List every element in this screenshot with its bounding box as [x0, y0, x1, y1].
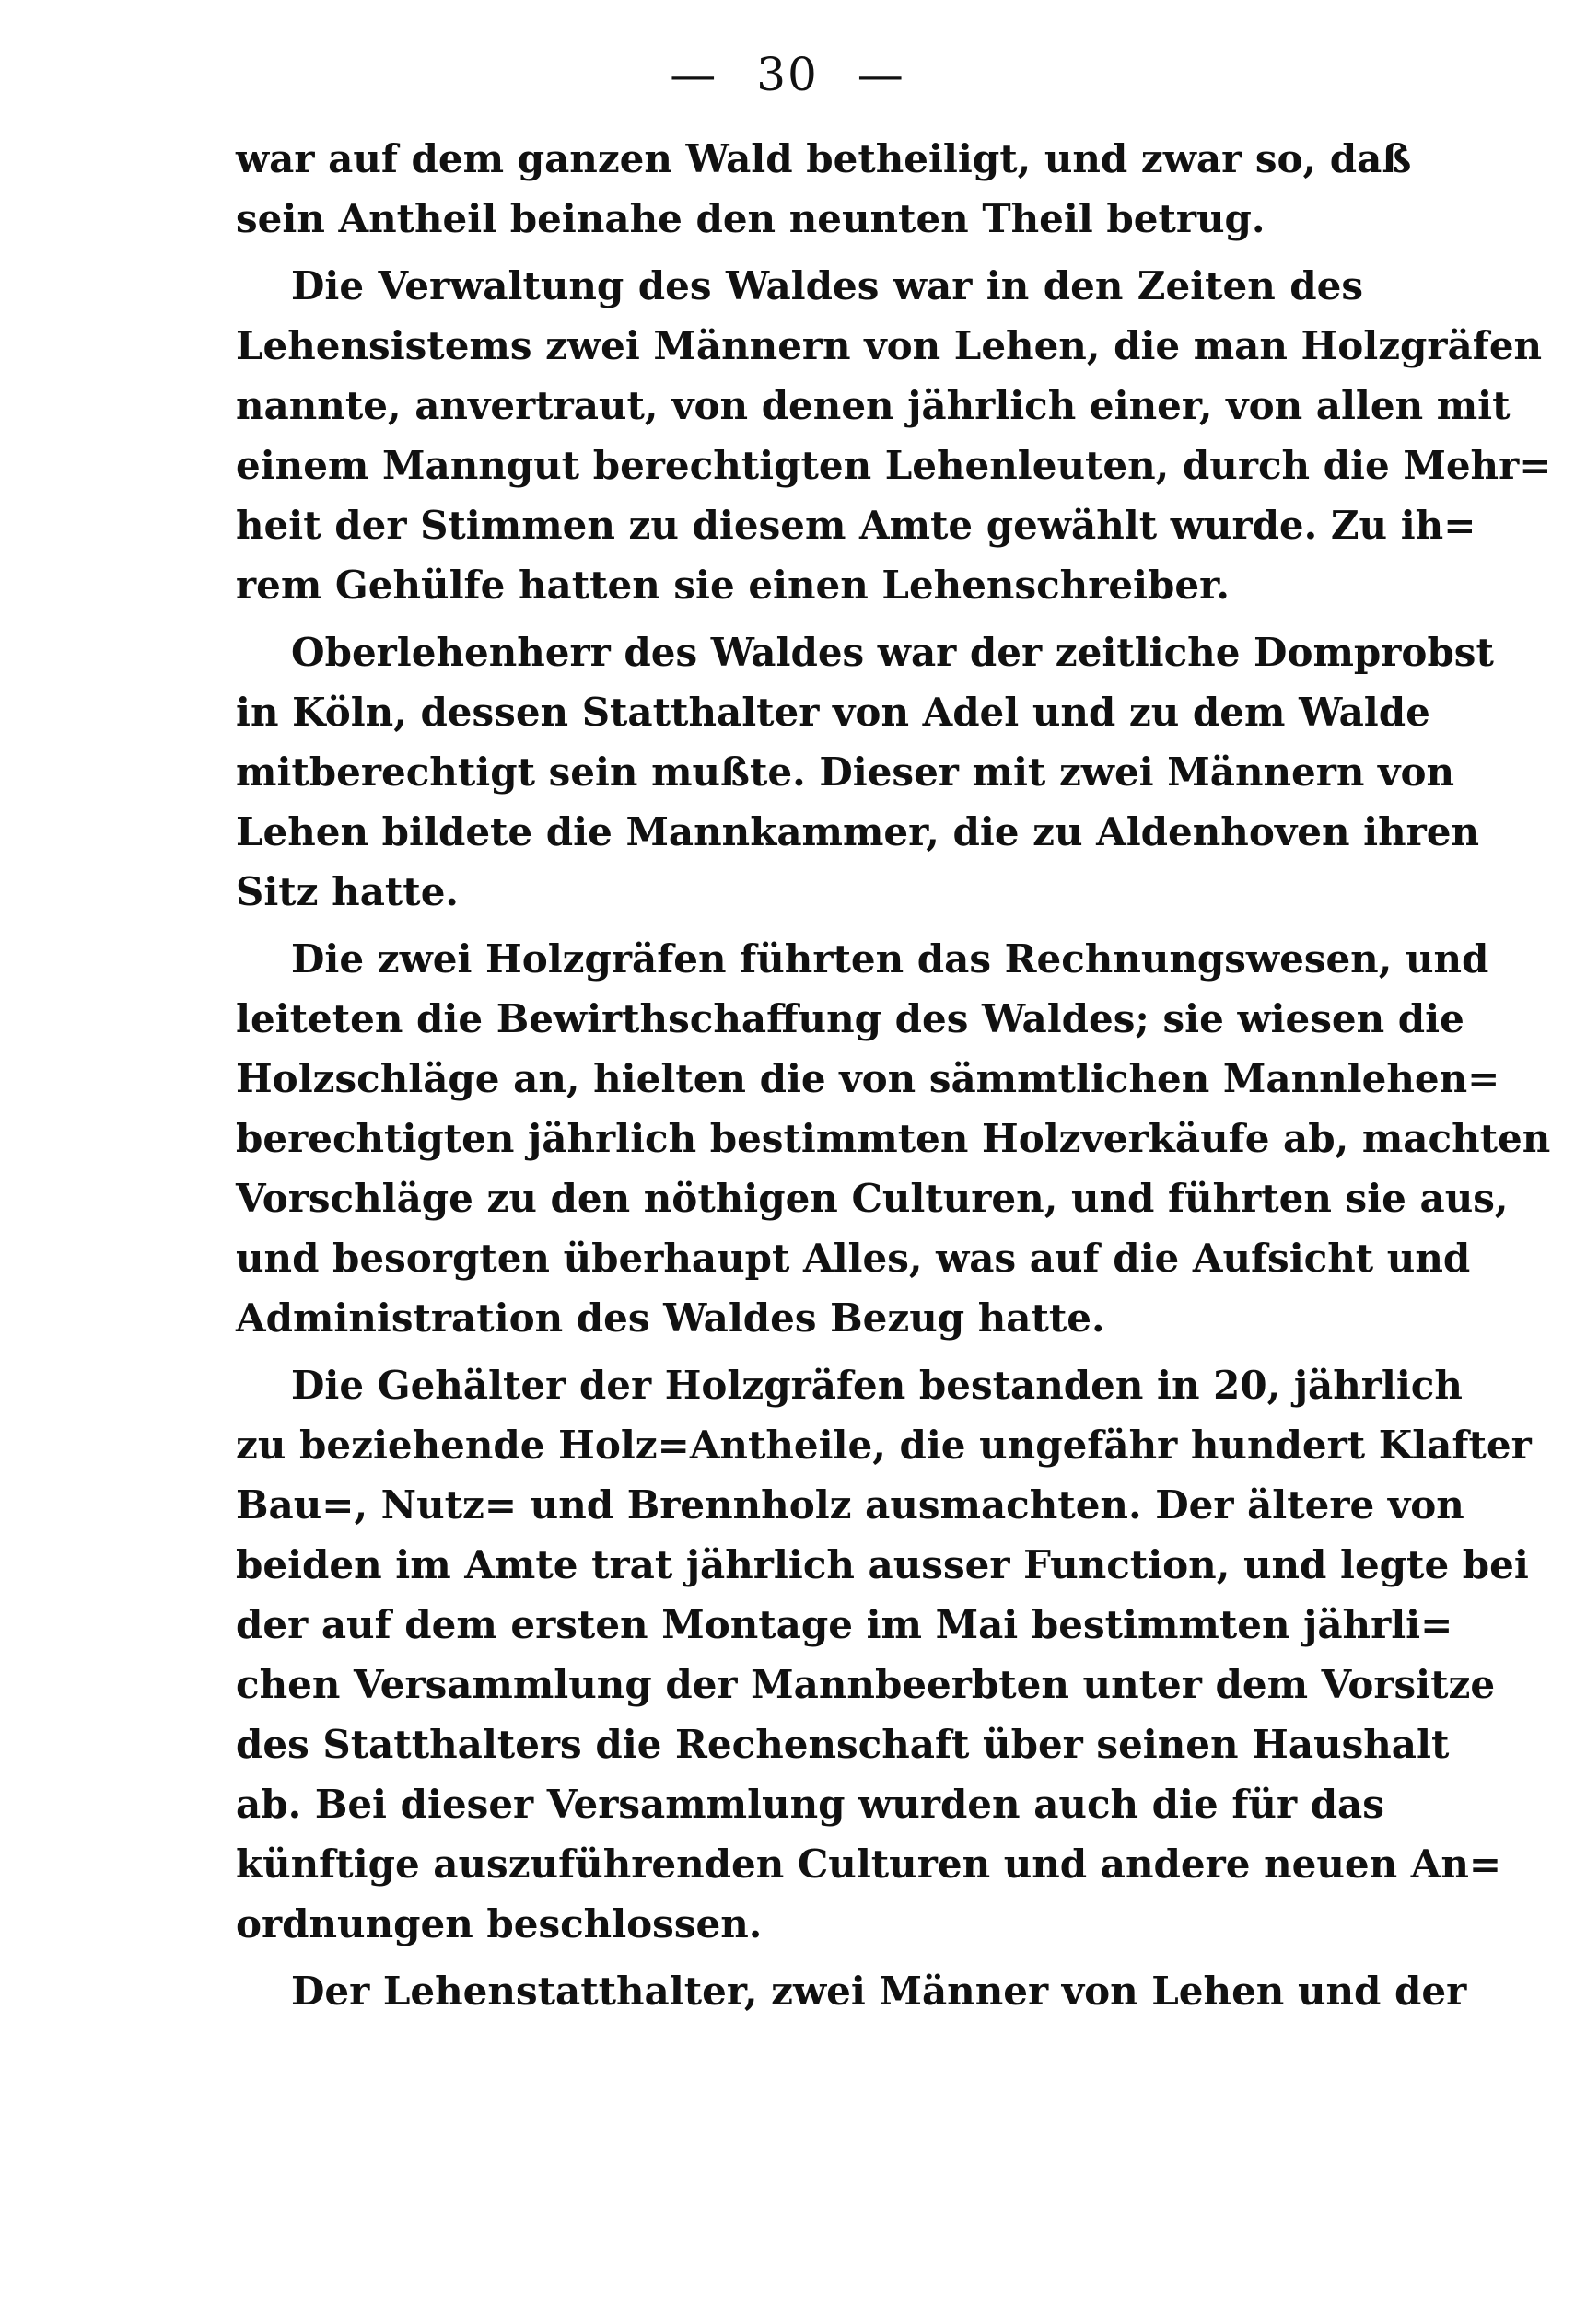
text-line: Die Verwaltung des Waldes war in den Zeiten des — [291, 263, 1363, 308]
paragraph — [236, 256, 1552, 615]
text-line: des Statthalters die Rechenschaft über seinen Haushalt — [236, 1722, 1450, 1767]
text-line: zu beziehende Holz=Antheile, die ungefähr hundert Klafter — [236, 1423, 1532, 1468]
text-line: Holzschläge an, hielten die von sämmtlichen Mannlehen= — [236, 1056, 1500, 1101]
text-line: Lehensistems zwei Männern von Lehen, die man Holzgräfen — [236, 323, 1543, 368]
text-line: nannte, anvertraut, von denen jährlich einer, von allen mit — [236, 383, 1511, 428]
text-line: Der Lehenstatthalter, zwei Männer von Lehen und der — [291, 1969, 1467, 2014]
header-dash-right: — — [857, 48, 905, 101]
text-line: in Köln, dessen Statthalter von Adel und zu dem Walde — [236, 690, 1430, 735]
text-line: mitberechtigt sein mußte. Dieser mit zwei Männern von — [236, 749, 1454, 795]
paragraph — [236, 129, 1412, 249]
text-line: ab. Bei dieser Versammlung wurden auch die für das — [236, 1782, 1384, 1827]
text-line: war auf dem ganzen Wald betheiligt, und zwar so, daß — [236, 136, 1412, 181]
text-line: Die zwei Holzgräfen führten das Rechnungswesen, und — [291, 936, 1489, 982]
text-line: einem Manngut berechtigten Lehenleuten, durch die Mehr= — [236, 443, 1552, 488]
header-dash-left: — — [670, 48, 718, 101]
body-text — [236, 129, 1552, 2021]
text-line: berechtigten jährlich bestimmten Holzverkäufe ab, machten — [236, 1116, 1551, 1161]
text-line: Die Gehälter der Holzgräfen bestanden in 20, jährlich — [291, 1363, 1463, 1408]
text-line: und besorgten überhaupt Alles, was auf die Aufsicht und — [236, 1236, 1471, 1281]
text-line: Oberlehenherr des Waldes war der zeitliche Domprobst — [291, 630, 1494, 675]
text-line: leiteten die Bewirthschaffung des Waldes; sie wiesen die — [236, 996, 1464, 1041]
paragraph — [236, 1355, 1532, 1954]
text-line: Bau=, Nutz= und Brennholz ausmachten. Der ältere von — [236, 1482, 1464, 1528]
text-line: Lehen bildete die Mannkammer, die zu Aldenhoven ihren — [236, 809, 1480, 854]
text-line: chen Versammlung der Mannbeerbten unter dem Vorsitze — [236, 1662, 1496, 1707]
text-line: Vorschläge zu den nöthigen Culturen, und führten sie aus, — [236, 1176, 1509, 1221]
text-line: sein Antheil beinahe den neunten Theil betrug. — [236, 196, 1266, 241]
text-line: heit der Stimmen zu diesem Amte gewählt wurde. Zu ih= — [236, 503, 1476, 548]
text-line: rem Gehülfe hatten sie einen Lehenschreiber. — [236, 563, 1230, 608]
paragraph — [236, 622, 1494, 922]
paragraph — [236, 1961, 1467, 2021]
text-line: ordnungen beschlossen. — [236, 1901, 763, 1946]
text-line: Administration des Waldes Bezug hatte. — [236, 1296, 1105, 1341]
paragraph — [236, 929, 1551, 1348]
text-line: künftige auszuführenden Culturen und andere neuen An= — [236, 1842, 1502, 1887]
page-header — [0, 42, 1575, 107]
text-line: Sitz hatte. — [236, 869, 460, 914]
text-line: beiden im Amte trat jährlich ausser Function, und legte bei — [236, 1542, 1529, 1587]
text-line: der auf dem ersten Montage im Mai bestimmten jährli= — [236, 1602, 1453, 1647]
page-number: 30 — [756, 48, 819, 101]
